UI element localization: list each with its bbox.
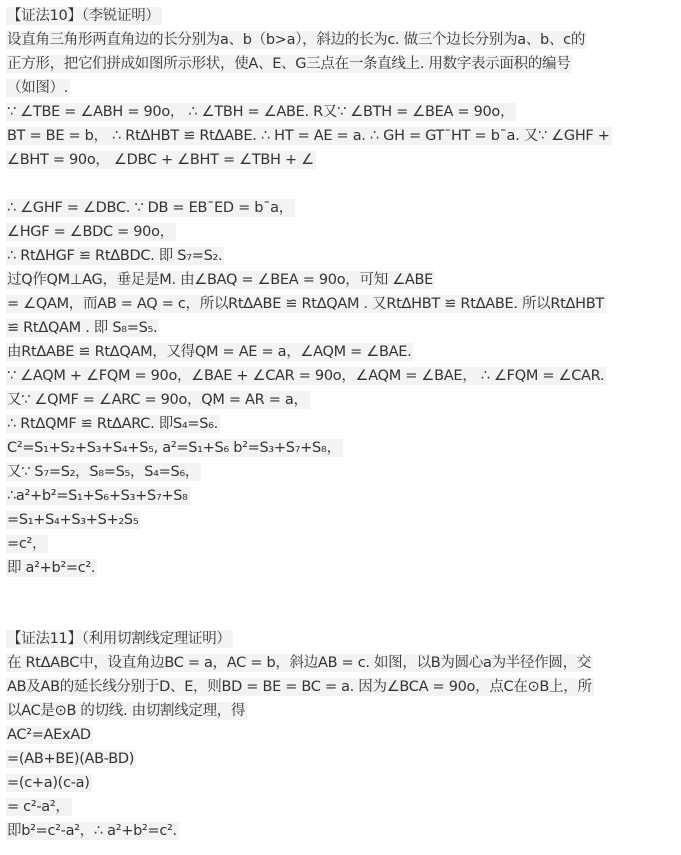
proof10-line <box>6 509 681 533</box>
proof11-line <box>6 724 681 748</box>
proof10-line <box>6 53 681 77</box>
text-line: 即b²=c²-a²，∴ a²+b²=c². <box>7 823 177 839</box>
text-line: ∠HGF = ∠BDC = 90o， <box>7 224 174 240</box>
proof10-line <box>6 293 681 317</box>
text-line: =(c+a)(c-a) <box>7 775 90 791</box>
text-line: ∠BHT = 90o， ∠DBC + ∠BHT = ∠TBH + ∠ <box>7 152 314 168</box>
proof10-line <box>6 269 681 293</box>
proof10-line <box>6 341 681 365</box>
proof10-title <box>6 5 681 29</box>
text-line: =c²， <box>7 536 47 552</box>
text-line: 即 a²+b²=c². <box>7 560 96 576</box>
text-line: AB及AB的延长线分别于D、E，则BD = BE = BC = a. 因为∠BCA = 90o，点C在⊙B上，所 <box>7 679 592 695</box>
text-line: BT = BE = b， ∴ RtΔHBT ≌ RtΔABE. ∴ HT = AE = a. ∴ GH = GT¯HT = b¯a. 又∵ ∠GHF + <box>7 128 610 144</box>
text-line: ∵ ∠TBE = ∠ABH = 90o， ∴ ∠TBH = ∠ABE. R又∵ ∠BTH = ∠BEA = 90o， <box>7 104 515 120</box>
text-line: = c²-a²， <box>7 799 70 815</box>
proof11-line <box>6 652 681 676</box>
proof10-line <box>6 389 681 413</box>
text-line: ∴ RtΔQMF ≌ RtΔARC. 即S₄=S₆. <box>7 416 218 432</box>
proof11-line <box>6 796 681 820</box>
proof11-line <box>6 772 681 796</box>
proof11-title <box>6 628 681 652</box>
text-line: ≌ RtΔQAM . 即 S₈=S₅. <box>7 320 158 336</box>
proof10-line <box>6 149 681 173</box>
text-line: 以AC是⊙B 的切线. 由切割线定理，得 <box>7 703 246 719</box>
text-line: =S₁+S₄+S₃+S+₂S₅ <box>7 512 139 528</box>
proof10-line <box>6 365 681 389</box>
text-line: （如图）. <box>7 80 69 96</box>
proof10-line <box>6 461 681 485</box>
proof10-line <box>6 413 681 437</box>
proof10-line <box>6 125 681 149</box>
proof10-title-text: 【证法10】（李锐证明） <box>7 8 160 24</box>
proof11-line <box>6 700 681 724</box>
text-line: ∴ RtΔHGF ≌ RtΔBDC. 即 S₇=S₂. <box>7 248 223 264</box>
proof10-line <box>6 221 681 245</box>
proof11-line <box>6 748 681 772</box>
spacer <box>6 173 681 197</box>
text-line: =(AB+BE)(AB-BD) <box>7 751 135 767</box>
proof10-line <box>6 437 681 461</box>
text-line: 又∵ ∠QMF = ∠ARC = 90o，QM = AR = a， <box>7 392 308 408</box>
text-line: 设直角三角形两直角边的长分别为a、b（b>a），斜边的长为c. 做三个边长分别为a、b、c的 <box>7 32 586 48</box>
text-line: C²=S₁+S₂+S₃+S₄+S₅, a²=S₁+S₆ b²=S₃+S₇+S₈， <box>7 440 341 456</box>
proof10-line <box>6 317 681 341</box>
proof11-line <box>6 820 681 844</box>
proof10-line <box>6 245 681 269</box>
proof11-title-text: 【证法11】（利用切割线定理证明） <box>7 631 231 647</box>
text-line: 又∵ S₇=S₂，S₈=S₅，S₄=S₆， <box>7 464 200 480</box>
proof10-line <box>6 197 681 221</box>
text-line: AC²=AExAD <box>7 727 91 743</box>
proof10-line <box>6 29 681 53</box>
text-line: ∵ ∠AQM + ∠FQM = 90o，∠BAE + ∠CAR = 90o，∠AQM = ∠BAE， ∴ ∠FQM = ∠CAR. <box>7 368 605 384</box>
proof11-line <box>6 676 681 700</box>
text-line: ∴ ∠GHF = ∠DBC. ∵ DB = EB¯ED = b¯a， <box>7 200 293 216</box>
proof10-line <box>6 557 681 581</box>
text-line: ∴a²+b²=S₁+S₆+S₃+S₇+S₈ <box>7 488 188 504</box>
text-line: 过Q作QM⊥AG，垂足是M. 由∠BAQ = ∠BEA = 90o，可知 ∠ABE <box>7 272 434 288</box>
text-line: = ∠QAM，而AB = AQ = c，所以RtΔABE ≌ RtΔQAM . 又RtΔHBT ≌ RtΔABE. 所以RtΔHBT <box>7 296 604 312</box>
spacer <box>6 581 681 628</box>
proof10-line <box>6 533 681 557</box>
text-line: 由RtΔABE ≌ RtΔQAM，又得QM = AE = a，∠AQM = ∠BAE. <box>7 344 412 360</box>
text-line: 正方形，把它们拼成如图所示形状，使A、E、G三点在一条直线上. 用数字表示面积的编号 <box>7 56 571 72</box>
text-line: 在 RtΔABC中，设直角边BC = a，AC = b，斜边AB = c. 如图，以B为圆心a为半径作圆，交 <box>7 655 592 671</box>
proof10-line <box>6 77 681 101</box>
proof10-line <box>6 101 681 125</box>
proof10-line <box>6 485 681 509</box>
